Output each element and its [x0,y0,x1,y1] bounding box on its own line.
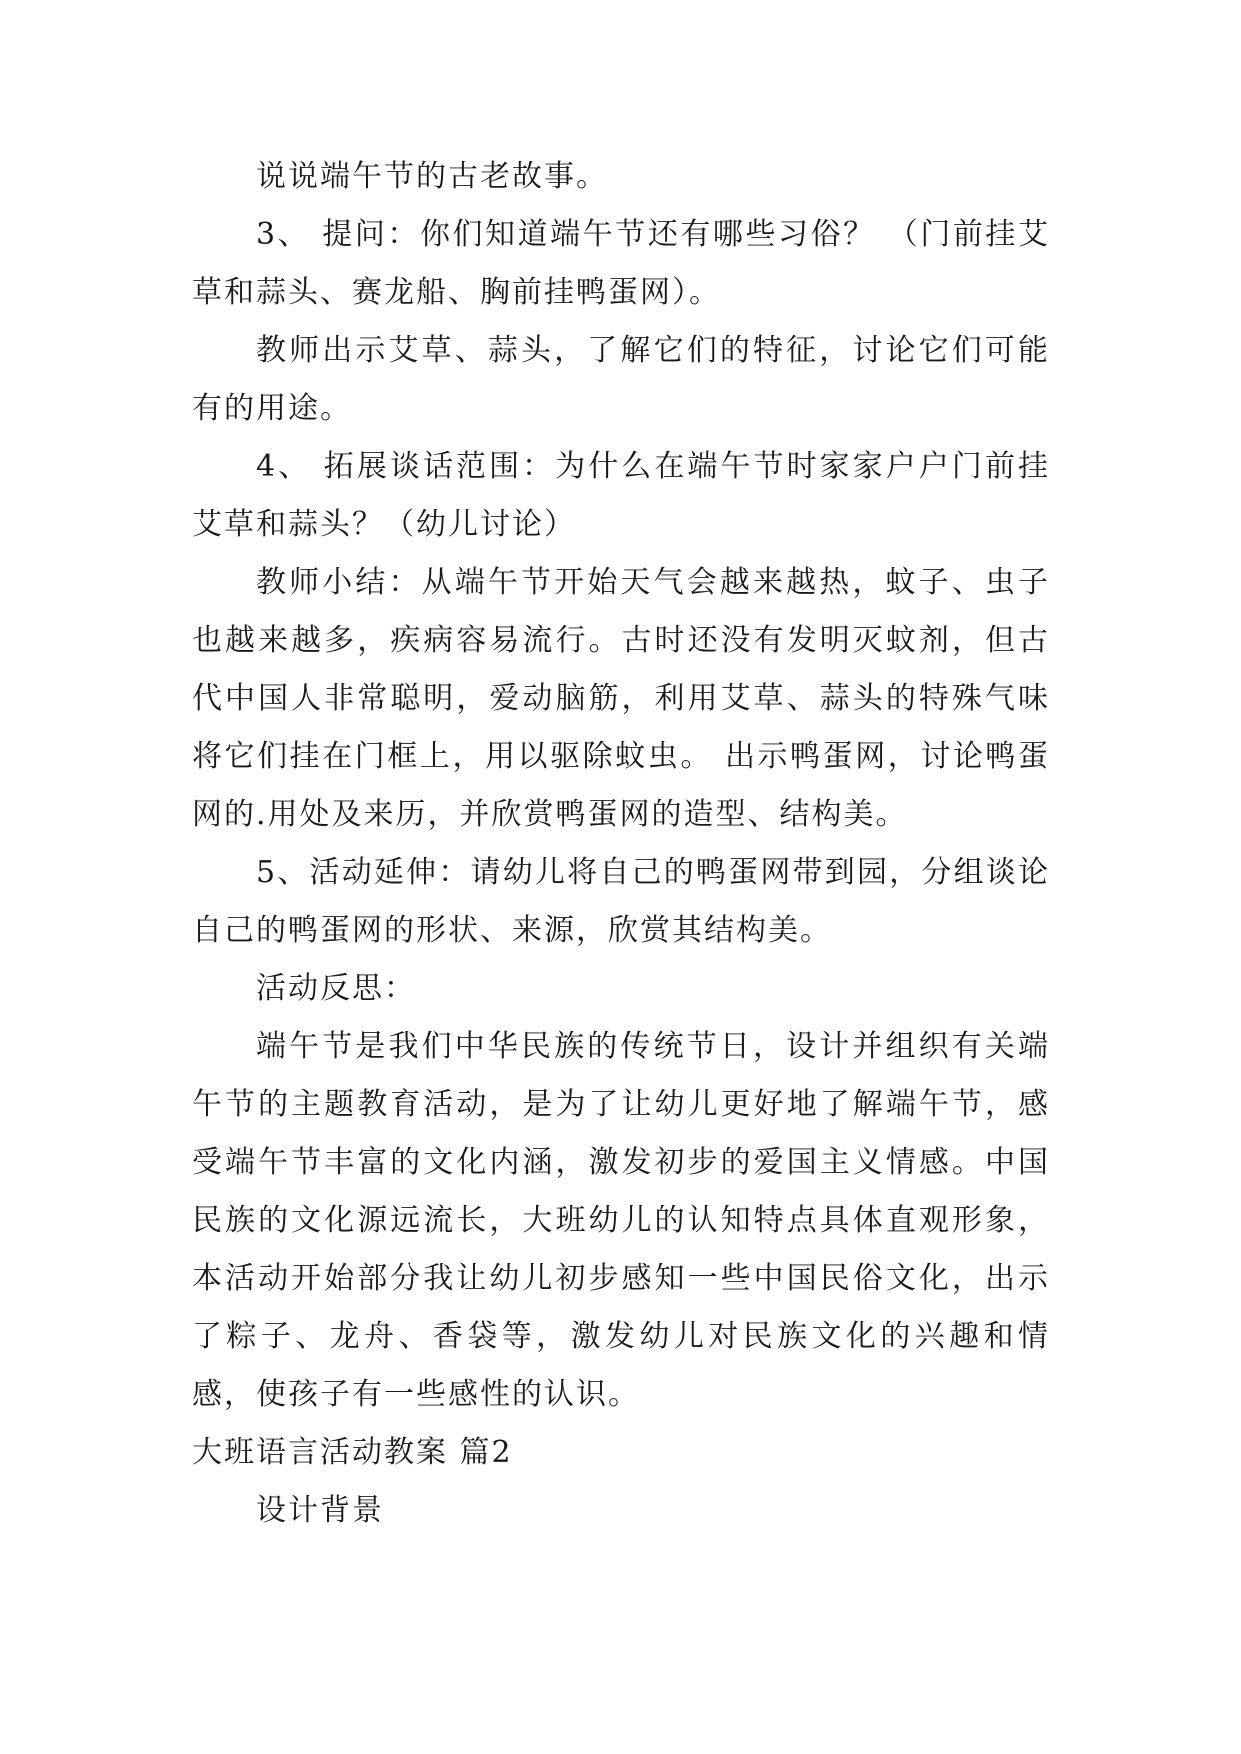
section-heading: 大班语言活动教案 篇2 [192,1435,513,1470]
paragraph-teacher-summary: 教师小结：从端午节开始天气会越来越热，蚊子、虫子也越来越多，疾病容易流行。古时还没有发明灭蚊剂，但古代中国人非常聪明，爱动脑筋，利用艾草、蒜头的特殊气味将它们挂在门框上，用以驱除蚊虫。 出示鸭蛋网，讨论鸭蛋网的.用处及来历，并欣赏鸭蛋网的造型、结构美。 [192,565,1050,832]
paragraph-step-4-discussion: 4、 拓展谈话范围：为什么在端午节时家家户户门前挂艾草和蒜头？（幼儿讨论） [192,449,1050,542]
paragraph-teacher-shows-items: 教师出示艾草、蒜头，了解它们的特征，讨论它们可能有的用途。 [192,333,1050,426]
paragraph-reflection-body: 端午节是我们中华民族的传统节日，设计并组织有关端午节的主题教育活动，是为了让幼儿更好地了解端午节，感受端午节丰富的文化内涵，激发初步的爱国主义情感。中国民族的文化源远流长，大班幼儿的认知特点具体直观形象，本活动开始部分我让幼儿初步感知一些中国民俗文化，出示了粽子、龙舟、香袋等，激发幼儿对民族文化的兴趣和情感，使孩子有一些感性的认识。 [192,1029,1050,1412]
paragraph-ancient-story: 说说端午节的古老故事。 [256,159,608,194]
paragraph-step-3-question: 3、 提问：你们知道端午节还有哪些习俗？ （门前挂艾草和蒜头、赛龙船、胸前挂鸭蛋网）。 [192,217,1050,310]
paragraph-reflection-label: 活动反思： [256,971,416,1006]
paragraph-step-5-extension: 5、活动延伸：请幼儿将自己的鸭蛋网带到园，分组谈论自己的鸭蛋网的形状、来源，欣赏其结构美。 [192,855,1050,948]
subheading-design-background: 设计背景 [256,1493,384,1528]
document-page [192,148,1050,1540]
